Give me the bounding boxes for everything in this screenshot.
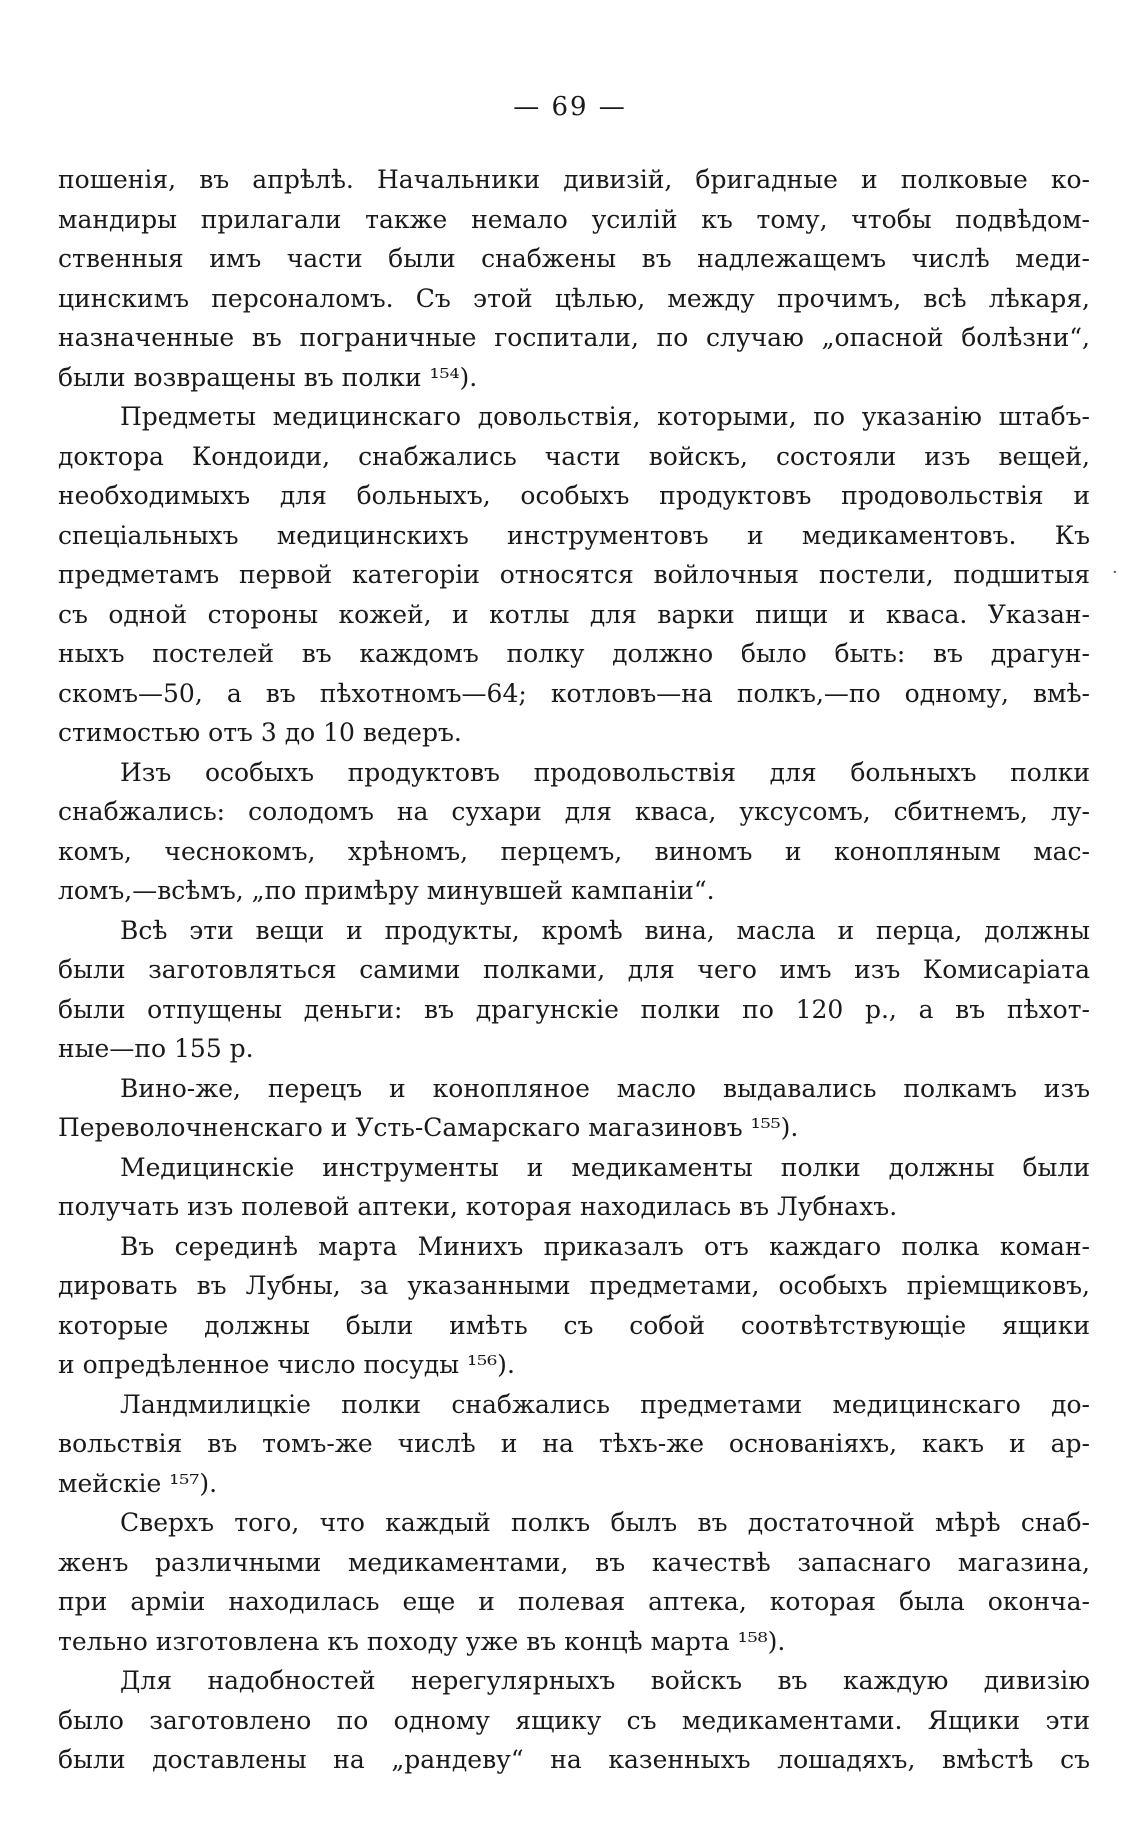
text-line: при арміи находилась еще и полевая аптека, которая была оконча-: [58, 1587, 1090, 1616]
paragraph: [58, 397, 1090, 753]
text-line: получать изъ полевой аптеки, которая находилась въ Лубнахъ.: [58, 1192, 898, 1221]
paragraph: [58, 160, 1090, 397]
text-line: вольствія въ томъ-же числѣ и на тѣхъ-же основаніяхъ, какъ и ар-: [58, 1429, 1090, 1458]
text-line: назначенные въ пограничные госпитали, по случаю „опасной болѣзни“,: [58, 323, 1090, 352]
text-line: Въ серединѣ марта Минихъ приказалъ отъ каждаго полка коман-: [120, 1231, 1090, 1261]
text-line: Всѣ эти вещи и продукты, кромѣ вина, масла и перца, должны: [120, 915, 1090, 945]
text-line: тельно изготовлена къ походу уже въ концѣ марта ¹⁵⁸).: [58, 1626, 786, 1656]
text-line: мейскіе ¹⁵⁷).: [58, 1468, 218, 1498]
paragraph: [58, 1148, 1090, 1227]
text-line: предметамъ первой категоріи относятся войлочныя постели, подшитыя: [58, 560, 1090, 589]
text-line: ломъ,—всѣмъ, „по примѣру минувшей кампаніи“.: [58, 876, 715, 905]
text-line: Медицинскіе инструменты и медикаменты полки должны были: [120, 1152, 1090, 1182]
text-line: Изъ особыхъ продуктовъ продовольствія для больныхъ полки: [120, 757, 1090, 787]
paragraph: [58, 1661, 1090, 1780]
text-line: пошенія, въ апрѣлѣ. Начальники дивизій, бригадные и полковые ко-: [58, 165, 1090, 194]
text-line: ныхъ постелей въ каждомъ полку должно было быть: въ драгун-: [58, 639, 1090, 668]
body-text: [58, 160, 1090, 1780]
text-line: дировать въ Лубны, за указанными предметами, особыхъ пріемщиковъ,: [58, 1271, 1090, 1300]
paragraph: [58, 753, 1090, 911]
text-line: были возвращены въ полки ¹⁵⁴).: [58, 362, 478, 392]
text-line: было заготовлено по одному ящику съ медикаментами. Ящики эти: [58, 1705, 1090, 1735]
paragraph: [58, 911, 1090, 1069]
text-line: были заготовляться самими полками, для чего имъ изъ Комисаріата: [58, 955, 1090, 984]
text-line: доктора Кондоиди, снабжались части войскъ, состояли изъ вещей,: [58, 441, 1090, 471]
text-line: были отпущены деньги: въ драгунскіе полки по 120 р., а въ пѣхот-: [58, 994, 1090, 1024]
paragraph: [58, 1503, 1090, 1661]
page-number: — 69 —: [513, 92, 627, 122]
text-line: Для надобностей нерегулярныхъ войскъ въ каждую дивизію: [120, 1666, 1090, 1695]
text-line: цинскимъ персоналомъ. Съ этой цѣлью, между прочимъ, всѣ лѣкаря,: [58, 283, 1090, 313]
text-line: Предметы медицинскаго довольствія, которыми, по указанію штабъ-: [120, 402, 1090, 431]
text-line: которые должны были имѣть съ собой соотвѣтствующіе ящики: [58, 1310, 1090, 1340]
margin-mark: ·: [1112, 562, 1118, 583]
text-line: съ одной стороны кожей, и котлы для варки пищи и кваса. Указан-: [58, 599, 1090, 629]
text-line: спеціальныхъ медицинскихъ инструментовъ и медикаментовъ. Къ: [58, 520, 1090, 550]
text-line: ные—по 155 р.: [58, 1034, 254, 1063]
text-line: Вино-же, перецъ и конопляное масло выдавались полкамъ изъ: [120, 1073, 1090, 1103]
paragraph: [58, 1069, 1090, 1148]
text-line: мандиры прилагали также немало усилій къ тому, чтобы подвѣдом-: [58, 204, 1090, 234]
text-line: Переволочненскаго и Усть-Самарскаго магазиновъ ¹⁵⁵).: [58, 1113, 799, 1142]
text-line: женъ различными медикаментами, въ качествѣ запаснаго магазина,: [58, 1547, 1090, 1577]
text-line: Сверхъ того, что каждый полкъ былъ въ достаточной мѣрѣ снаб-: [120, 1508, 1090, 1537]
text-line: снабжались: солодомъ на сухари для кваса, уксусомъ, сбитнемъ, лу-: [58, 797, 1090, 826]
text-line: стимостью отъ 3 до 10 ведеръ.: [58, 718, 462, 747]
text-line: комъ, чеснокомъ, хрѣномъ, перцемъ, виномъ и конопляным мас-: [58, 836, 1090, 866]
paragraph: [58, 1385, 1090, 1504]
text-line: и опредѣленное число посуды ¹⁵⁶).: [58, 1350, 515, 1379]
text-line: необходимыхъ для больныхъ, особыхъ продуктовъ продовольствія и: [58, 481, 1090, 510]
paragraph: [58, 1227, 1090, 1385]
text-line: Ландмилицкіе полки снабжались предметами медицинскаго до-: [120, 1389, 1090, 1419]
text-line: скомъ—50, а въ пѣхотномъ—64; котловъ—на полкъ,—по одному, вмѣ-: [58, 678, 1090, 708]
text-line: были доставлены на „рандеву“ на казенныхъ лошадяхъ, вмѣстѣ съ: [58, 1745, 1090, 1774]
text-line: ственныя имъ части были снабжены въ надлежащемъ числѣ меди-: [58, 244, 1090, 273]
